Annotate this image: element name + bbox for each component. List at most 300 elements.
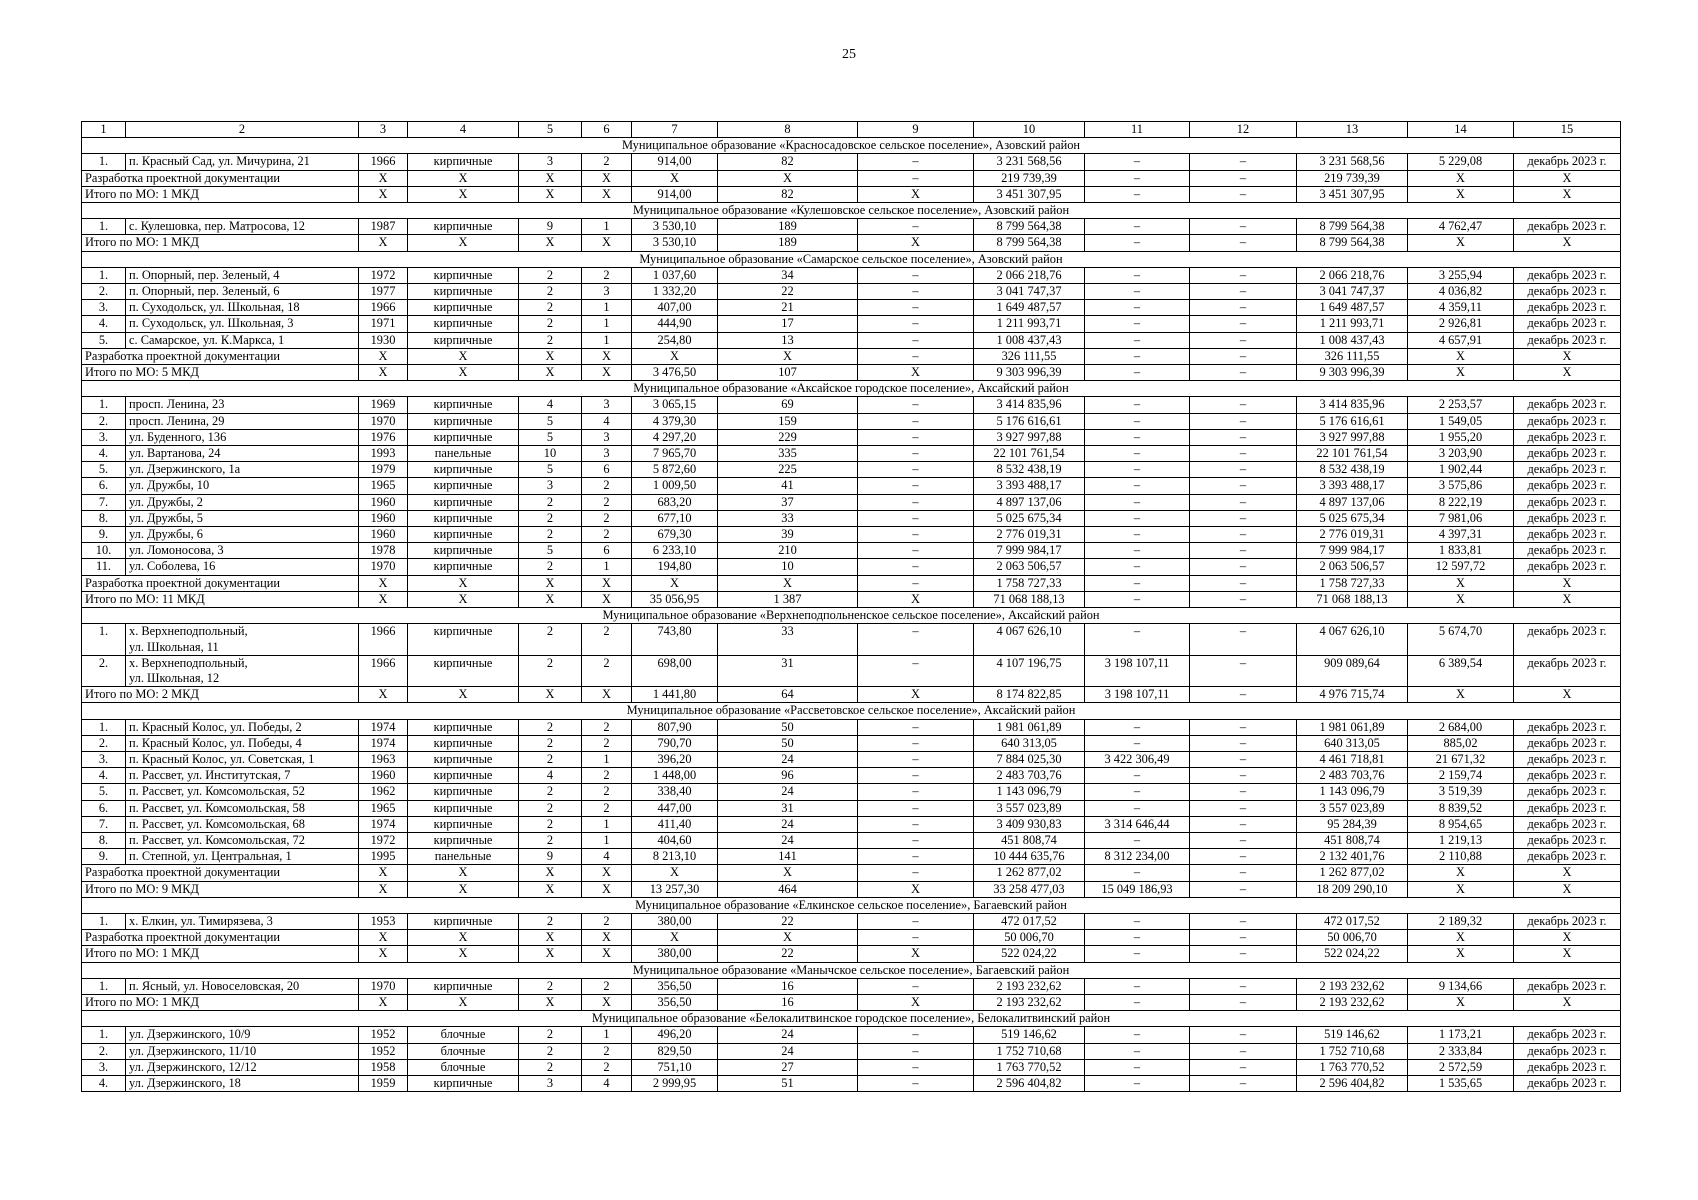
table-cell: 1970 [359,559,408,575]
table-cell: панельные [408,446,519,462]
table-cell: 4 976 715,74 [1297,687,1408,703]
table-cell: 4 [519,768,582,784]
table-cell: – [1190,365,1297,381]
table-cell: 519 146,62 [1297,1027,1408,1043]
municipality-title: Муниципальное образование «Рассветовское сельское поселение», Аксайский район [82,703,1621,719]
table-cell: кирпичные [408,735,519,751]
table-cell: 5 176 616,61 [1297,413,1408,429]
table-cell: X [1408,865,1514,881]
table-cell: 496,20 [632,1027,718,1043]
table-cell: 1 143 096,79 [1297,784,1408,800]
table-cell: 2 [582,1043,632,1059]
table-cell: 3 [519,1075,582,1091]
table-row [82,494,1621,510]
table-cell: декабрь 2023 г. [1514,429,1621,445]
table-cell: – [858,751,974,767]
summary-label: Итого по МО: 2 МКД [82,687,359,703]
table-cell: 6. [82,800,126,816]
table-cell: кирпичные [408,316,519,332]
table-cell: декабрь 2023 г. [1514,300,1621,316]
table-cell: – [1085,413,1190,429]
table-cell: 1960 [359,494,408,510]
summary-label: Итого по МО: 1 МКД [82,186,359,202]
table-cell: 2 776 019,31 [974,527,1085,543]
table-cell: – [1085,397,1190,413]
summary-row [82,365,1621,381]
table-cell: 7. [82,494,126,510]
municipality-row [82,381,1621,397]
table-cell: – [858,397,974,413]
table-cell: – [1085,1027,1190,1043]
table-cell: X [1514,881,1621,897]
table-cell: 3 393 488,17 [1297,478,1408,494]
address-cell: п. Суходольск, ул. Школьная, 18 [126,300,359,316]
table-cell: 1. [82,267,126,283]
table-row [82,816,1621,832]
table-cell: 3 [582,429,632,445]
table-cell: 1 [582,219,632,235]
table-cell: X [408,186,519,202]
address-cell: п. Красный Сад, ул. Мичурина, 21 [126,154,359,170]
table-cell: – [1190,832,1297,848]
table-cell: X [582,865,632,881]
table-cell: – [1085,300,1190,316]
table-cell: 1974 [359,735,408,751]
address-cell: п. Красный Колос, ул. Победы, 2 [126,719,359,735]
table-cell: 1 758 727,33 [1297,575,1408,591]
address-cell: п. Опорный, пер. Зеленый, 6 [126,284,359,300]
table-cell: 2 [519,300,582,316]
table-cell: декабрь 2023 г. [1514,284,1621,300]
table-cell: кирпичные [408,624,519,655]
table-cell: 8 799 564,38 [1297,219,1408,235]
address-cell: ул. Дзержинского, 12/12 [126,1059,359,1075]
table-cell: 3 [582,397,632,413]
table-cell: X [519,365,582,381]
table-cell: 326 111,55 [974,348,1085,364]
table-cell: 1 649 487,57 [974,300,1085,316]
table-cell: 1960 [359,510,408,526]
table-cell: X [718,930,858,946]
address-cell: п. Степной, ул. Центральная, 1 [126,849,359,865]
table-cell: 189 [718,235,858,251]
table-cell: 683,20 [632,494,718,510]
table-cell: кирпичные [408,913,519,929]
table-cell: 1 752 710,68 [1297,1043,1408,1059]
table-cell: 1 981 061,89 [1297,719,1408,735]
table-cell: X [632,865,718,881]
table-cell: X [1514,235,1621,251]
table-cell: 5 176 616,61 [974,413,1085,429]
table-cell: 1. [82,624,126,655]
table-cell: кирпичные [408,462,519,478]
table-cell: – [1190,751,1297,767]
table-cell: – [1085,1075,1190,1091]
summary-label: Итого по МО: 11 МКД [82,591,359,607]
table-cell: 2 483 703,76 [1297,768,1408,784]
table-cell: 4 [582,849,632,865]
column-number-cell: 10 [974,122,1085,138]
table-cell: 2 [519,1043,582,1059]
table-cell: 2 110,88 [1408,849,1514,865]
table-cell: X [408,994,519,1010]
table-cell: декабрь 2023 г. [1514,559,1621,575]
table-cell: декабрь 2023 г. [1514,800,1621,816]
table-cell: 4. [82,1075,126,1091]
table-cell: 1 219,13 [1408,832,1514,848]
table-cell: 1 211 993,71 [1297,316,1408,332]
table-cell: X [718,865,858,881]
column-number-cell: 4 [408,122,519,138]
table-cell: 24 [718,784,858,800]
table-cell: 4 [519,397,582,413]
summary-label: Итого по МО: 1 МКД [82,235,359,251]
table-cell: 71 068 188,13 [974,591,1085,607]
table-cell: X [582,186,632,202]
table-cell: 82 [718,154,858,170]
address-cell: ул. Дзержинского, 10/9 [126,1027,359,1043]
table-cell: 1952 [359,1043,408,1059]
table-row [82,800,1621,816]
table-cell: – [1190,1027,1297,1043]
table-cell: – [1085,186,1190,202]
table-cell: X [359,930,408,946]
table-cell: 1969 [359,397,408,413]
table-cell: – [858,413,974,429]
table-cell: 141 [718,849,858,865]
table-cell: 4 036,82 [1408,284,1514,300]
table-cell: 2 [582,478,632,494]
address-cell: ул. Ломоносова, 3 [126,543,359,559]
table-cell: декабрь 2023 г. [1514,1027,1621,1043]
table-cell: 9 303 996,39 [974,365,1085,381]
table-cell: – [1190,284,1297,300]
table-cell: 3 451 307,95 [974,186,1085,202]
address-cell: ул. Дружбы, 6 [126,527,359,543]
table-cell: декабрь 2023 г. [1514,832,1621,848]
municipality-row [82,1011,1621,1027]
municipality-title: Муниципальное образование «Самарское сельское поселение», Азовский район [82,251,1621,267]
table-cell: X [359,170,408,186]
table-cell: X [408,930,519,946]
address-line: х. Верхнеподпольный, [129,624,248,639]
table-cell: 1. [82,719,126,735]
table-cell: 472 017,52 [1297,913,1408,929]
table-cell: 444,90 [632,316,718,332]
table-cell: X [1514,930,1621,946]
table-cell: 7 884 025,30 [974,751,1085,767]
table-cell: X [359,591,408,607]
table-cell: 71 068 188,13 [1297,591,1408,607]
table-cell: 3 409 930,83 [974,816,1085,832]
table-cell: – [1190,527,1297,543]
table-cell: 3 393 488,17 [974,478,1085,494]
table-cell: 50 006,70 [1297,930,1408,946]
table-cell: 1958 [359,1059,408,1075]
summary-row [82,994,1621,1010]
table-cell: 254,80 [632,332,718,348]
table-cell: X [858,946,974,962]
table-cell: 3 451 307,95 [1297,186,1408,202]
municipality-title: Муниципальное образование «Кулешовское сельское поселение», Азовский район [82,203,1621,219]
table-cell: – [858,267,974,283]
table-cell: 2 [519,510,582,526]
table-cell: 1. [82,397,126,413]
table-cell: X [1514,348,1621,364]
table-cell: 5. [82,784,126,800]
table-cell: кирпичные [408,478,519,494]
table-cell: 22 [718,913,858,929]
table-cell: 2 [519,800,582,816]
table-cell: 2 132 401,76 [1297,849,1408,865]
summary-row [82,235,1621,251]
table-cell: 2 926,81 [1408,316,1514,332]
table-cell: 3 203,90 [1408,446,1514,462]
table-cell: 2 [519,332,582,348]
table-cell: – [1085,800,1190,816]
table-cell: 1993 [359,446,408,462]
address-cell: с. Самарское, ул. К.Маркса, 1 [126,332,359,348]
table-cell: 522 024,22 [974,946,1085,962]
address-line: ул. Школьная, 12 [129,670,220,685]
table-row [82,316,1621,332]
table-cell: 8 312 234,00 [1085,849,1190,865]
table-cell: – [1190,768,1297,784]
table-row [82,527,1621,543]
table-cell: X [359,235,408,251]
table-cell: 885,02 [1408,735,1514,751]
table-cell: – [1190,881,1297,897]
address-cell: п. Ясный, ул. Новоселовская, 20 [126,978,359,994]
summary-row [82,348,1621,364]
table-cell: декабрь 2023 г. [1514,816,1621,832]
table-cell: 640 313,05 [1297,735,1408,751]
table-cell: 338,40 [632,784,718,800]
table-cell: блочные [408,1027,519,1043]
table-cell: 1 [582,332,632,348]
table-cell: – [1190,154,1297,170]
municipality-title: Муниципальное образование «Белокалитвинское городское поселение», Белокалитвинский район [82,1011,1621,1027]
table-cell: кирпичные [408,543,519,559]
table-cell: декабрь 2023 г. [1514,735,1621,751]
table-cell: 1 758 727,33 [974,575,1085,591]
table-cell: 2 776 019,31 [1297,527,1408,543]
table-cell: 2 [582,624,632,655]
table-cell: – [1190,186,1297,202]
table-cell: 1. [82,978,126,994]
table-cell: – [858,494,974,510]
table-cell: X [858,365,974,381]
table-cell: 404,60 [632,832,718,848]
table-cell: 3 575,86 [1408,478,1514,494]
table-cell: X [519,881,582,897]
table-cell: – [858,300,974,316]
table-cell: 194,80 [632,559,718,575]
table-cell: 1 [582,816,632,832]
table-cell: 4 897 137,06 [974,494,1085,510]
table-cell: 1995 [359,849,408,865]
table-cell: 2 [519,527,582,543]
table-cell: 1 902,44 [1408,462,1514,478]
table-cell: 21 671,32 [1408,751,1514,767]
table-cell: – [858,735,974,751]
table-cell: 33 [718,510,858,526]
table-cell: 356,50 [632,978,718,994]
table-cell: – [1190,446,1297,462]
table-cell: 1966 [359,300,408,316]
table-cell: – [1085,994,1190,1010]
table-cell: – [858,348,974,364]
table-cell: – [858,543,974,559]
table-cell: X [632,170,718,186]
table-cell: 31 [718,800,858,816]
table-cell: – [1190,575,1297,591]
table-cell: – [858,655,974,686]
table-cell: – [858,559,974,575]
address-cell: п. Рассвет, ул. Комсомольская, 58 [126,800,359,816]
table-cell: X [582,235,632,251]
table-cell: 50 [718,719,858,735]
table-cell: 96 [718,768,858,784]
table-cell: 5 [519,413,582,429]
address-cell: х. Елкин, ул. Тимирязева, 3 [126,913,359,929]
table-cell: 16 [718,994,858,1010]
table-cell: X [582,591,632,607]
table-cell: декабрь 2023 г. [1514,413,1621,429]
table-cell: – [1190,397,1297,413]
table-cell: 1 262 877,02 [1297,865,1408,881]
table-cell: 2 189,32 [1408,913,1514,929]
table-cell: – [858,719,974,735]
table-cell: – [1190,946,1297,962]
table-cell: 1970 [359,978,408,994]
table-cell: 10 [718,559,858,575]
table-cell: X [582,170,632,186]
table-row [82,462,1621,478]
column-number-cell: 12 [1190,122,1297,138]
address-cell: просп. Ленина, 29 [126,413,359,429]
table-cell: 5. [82,332,126,348]
table-cell: 8 532 438,19 [974,462,1085,478]
table-cell: 229 [718,429,858,445]
table-cell: 9. [82,849,126,865]
table-cell: 3 [582,446,632,462]
table-cell: 2 [519,978,582,994]
table-cell: 2 253,57 [1408,397,1514,413]
table-cell: X [408,865,519,881]
table-cell: X [582,575,632,591]
table-cell: X [858,881,974,897]
table-cell: кирпичные [408,655,519,686]
table-cell: 3. [82,300,126,316]
table-cell: – [858,913,974,929]
address-cell: с. Кулешовка, пер. Матросова, 12 [126,219,359,235]
table-cell: 18 209 290,10 [1297,881,1408,897]
table-cell: – [1085,235,1190,251]
column-number-cell: 3 [359,122,408,138]
table-cell: декабрь 2023 г. [1514,849,1621,865]
address-line: ул. Школьная, 11 [129,639,219,654]
table-cell: 326 111,55 [1297,348,1408,364]
table-cell: – [1190,865,1297,881]
table-row [82,510,1621,526]
table-cell: 1966 [359,154,408,170]
table-cell: 1 441,80 [632,687,718,703]
table-cell: декабрь 2023 г. [1514,316,1621,332]
table-cell: 751,10 [632,1059,718,1075]
table-cell: 1952 [359,1027,408,1043]
table-cell: 9 [519,849,582,865]
table-cell: 3 [582,284,632,300]
address-cell: п. Рассвет, ул. Комсомольская, 72 [126,832,359,848]
table-cell: – [1085,154,1190,170]
table-cell: 8 174 822,85 [974,687,1085,703]
table-cell: 1 [582,832,632,848]
table-cell: 10 [519,446,582,462]
table-cell: 39 [718,527,858,543]
table-cell: 2 [582,527,632,543]
table-cell: – [1190,510,1297,526]
municipality-row [82,138,1621,154]
table-cell: – [858,284,974,300]
table-cell: – [858,800,974,816]
table-cell: X [1514,186,1621,202]
table-cell: 2 [519,1059,582,1075]
table-cell: 1965 [359,800,408,816]
summary-row [82,170,1621,186]
table-cell: X [1408,930,1514,946]
table-cell: 1 008 437,43 [1297,332,1408,348]
table-cell: – [858,478,974,494]
table-cell: 2. [82,413,126,429]
table-cell: 8 799 564,38 [974,219,1085,235]
table-cell: 16 [718,978,858,994]
table-cell: 22 101 761,54 [1297,446,1408,462]
table-cell: кирпичные [408,154,519,170]
table-cell: 5 674,70 [1408,624,1514,655]
table-row [82,719,1621,735]
table-cell: – [1190,624,1297,655]
table-cell: 5 872,60 [632,462,718,478]
table-row [82,1027,1621,1043]
summary-row [82,930,1621,946]
table-cell: кирпичные [408,527,519,543]
table-cell: X [632,348,718,364]
table-cell: – [858,1043,974,1059]
table-cell: X [582,365,632,381]
table-cell: 679,30 [632,527,718,543]
table-cell: 3 [519,154,582,170]
table-cell: X [1408,994,1514,1010]
table-cell: 1 649 487,57 [1297,300,1408,316]
address-cell: ул. Дружбы, 5 [126,510,359,526]
table-cell: 451 808,74 [1297,832,1408,848]
table-cell: – [1190,1059,1297,1075]
table-row [82,655,1621,686]
table-cell: кирпичные [408,832,519,848]
table-cell: – [1085,510,1190,526]
table-cell: 829,50 [632,1043,718,1059]
table-cell: 790,70 [632,735,718,751]
table-cell: декабрь 2023 г. [1514,1043,1621,1059]
table-cell: 3 314 646,44 [1085,816,1190,832]
table-cell: 2 [582,913,632,929]
table-cell: 7. [82,816,126,832]
table-cell: 464 [718,881,858,897]
table-cell: 5 [519,429,582,445]
table-cell: X [582,994,632,1010]
address-cell: ул. Вартанова, 24 [126,446,359,462]
